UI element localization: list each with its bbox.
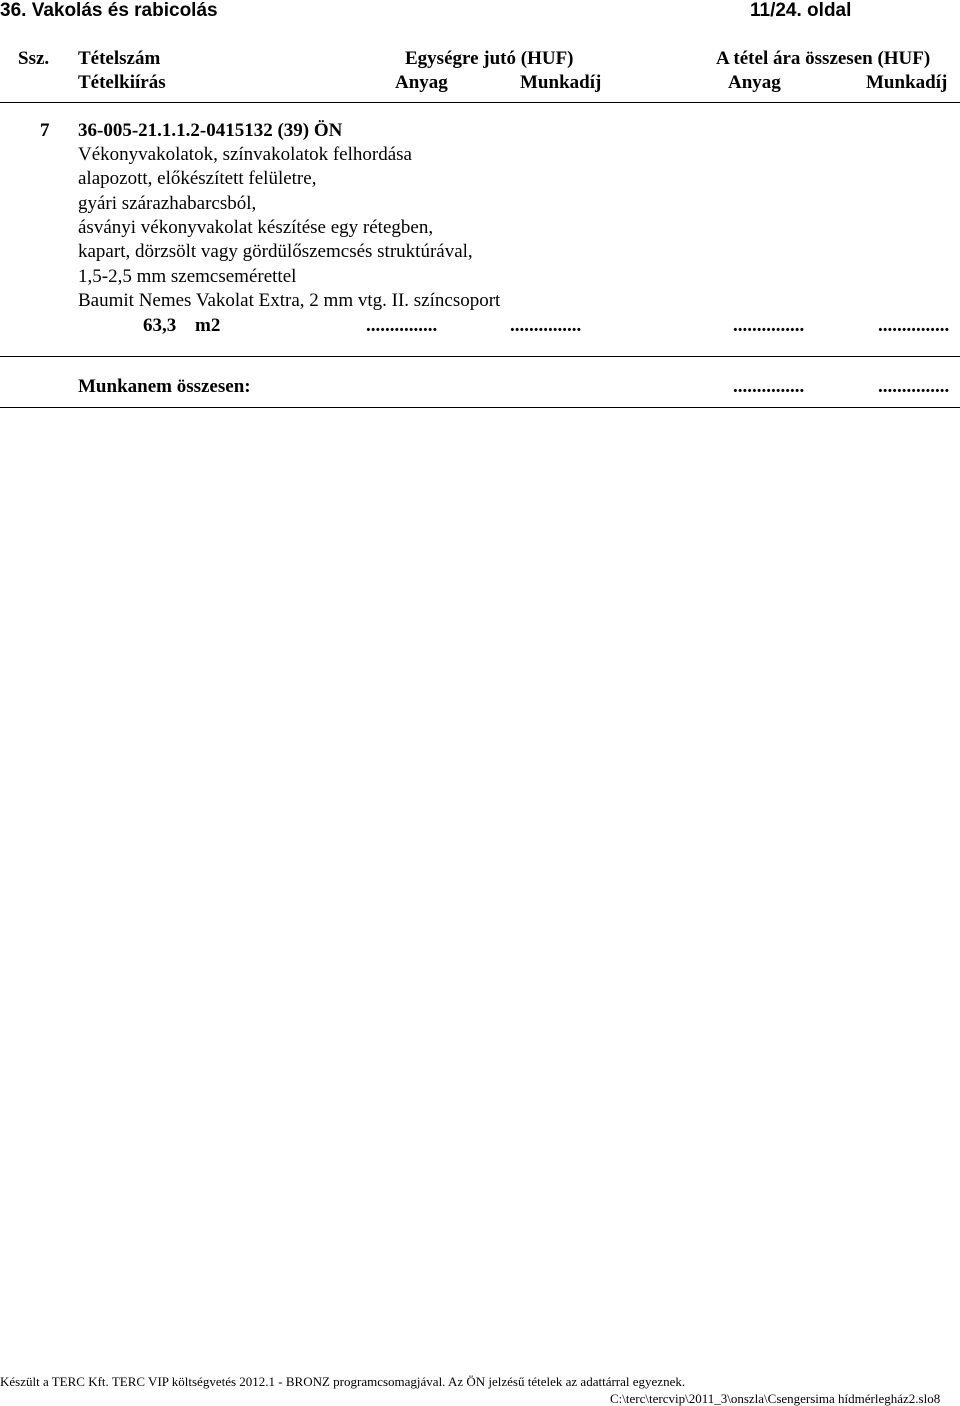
col-total-munkadij: Munkadíj	[866, 72, 948, 93]
summary-label: Munkanem összesen:	[78, 376, 251, 397]
section-title: 36. Vakolás és rabicolás	[0, 0, 218, 21]
col-total-price: A tétel ára összesen (HUF)	[716, 48, 931, 69]
item-description-line: ásványi vékonyvakolat készítése egy rétegben,	[78, 217, 434, 238]
header-divider	[0, 102, 960, 103]
footer-credit: Készült a TERC Kft. TERC VIP költségvetés 2012.1 - BRONZ programcsomagjával. Az ÖN jelzésű tételek az adattárral egyeznek.	[0, 1374, 686, 1389]
item-description-line: 1,5-2,5 mm szemcsemérettel	[78, 266, 297, 287]
col-unit-anyag: Anyag	[395, 72, 448, 93]
item-quantity: 63,3	[143, 315, 177, 336]
col-ssz: Ssz.	[18, 48, 50, 69]
col-total-anyag: Anyag	[728, 72, 781, 93]
item-unit: m2	[195, 315, 221, 336]
col-tetelkiiras: Tételkiírás	[78, 72, 166, 93]
summary-munkadij-value: ...............	[878, 376, 950, 397]
footer-file-path: C:\terc\tercvip\2011_3\onszla\Csengersima hídmérlegház2.slo8	[610, 1391, 941, 1406]
col-unit-munkadij: Munkadíj	[520, 72, 602, 93]
page-number: 11/24. oldal	[750, 0, 852, 21]
summary-divider	[0, 407, 960, 408]
item-total-anyag-value: ...............	[733, 315, 805, 336]
item-description-line: kapart, dörzsölt vagy gördülőszemcsés struktúrával,	[78, 241, 473, 262]
item-unit-munkadij-value: ...............	[510, 315, 582, 336]
item-unit-anyag-value: ...............	[366, 315, 438, 336]
summary-anyag-value: ...............	[733, 376, 805, 397]
col-unit-price: Egységre jutó (HUF)	[405, 48, 574, 69]
item-code: 36-005-21.1.1.2-0415132 (39) ÖN	[78, 120, 343, 141]
item-divider	[0, 356, 960, 357]
item-total-munkadij-value: ...............	[878, 315, 950, 336]
item-description-line: Vékonyvakolatok, színvakolatok felhordása	[78, 144, 412, 165]
item-description-line: Baumit Nemes Vakolat Extra, 2 mm vtg. II. színcsoport	[78, 290, 501, 311]
item-description-line: gyári szárazhabarcsból,	[78, 193, 257, 214]
item-description-line: alapozott, előkészített felületre,	[78, 168, 317, 189]
col-tetelszam: Tételszám	[78, 48, 161, 69]
item-number: 7	[40, 120, 50, 141]
